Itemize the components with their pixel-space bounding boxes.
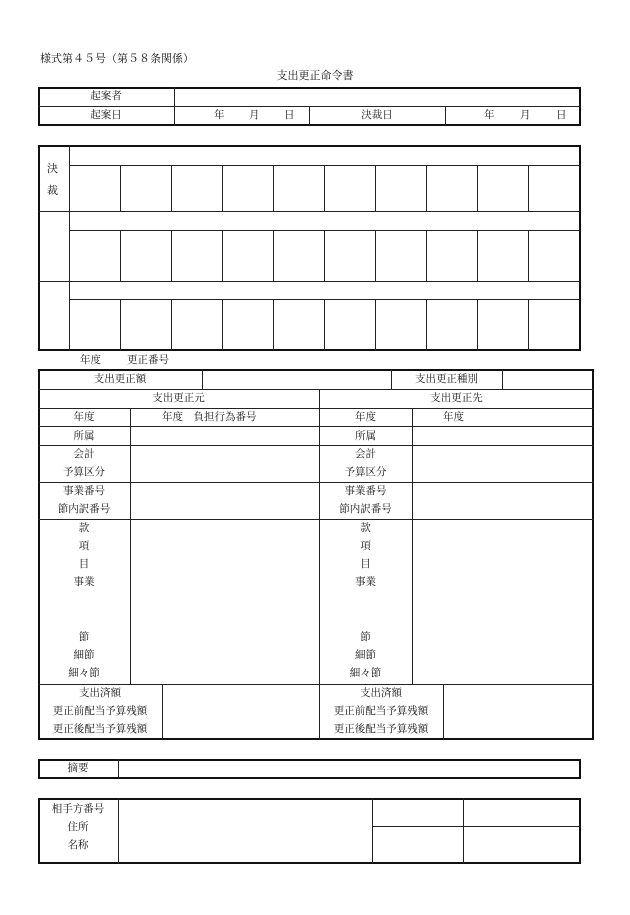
dst-kan-label: 款 (360, 522, 371, 534)
src-project-field[interactable] (132, 484, 317, 518)
dst-affiliation-field[interactable] (414, 428, 592, 444)
src-account-label: 会計 (73, 448, 95, 460)
dest-title: 支出更正先 (430, 392, 483, 404)
src-year-label: 年度 (73, 411, 95, 423)
dst-account-label: 会計 (355, 448, 376, 460)
amount-label: 支出更正額 (93, 373, 147, 385)
amount-field[interactable] (204, 371, 389, 387)
approval-label-2: 裁 (47, 184, 58, 197)
type-field[interactable] (504, 371, 592, 387)
dst-budget-items-field[interactable] (414, 521, 592, 683)
summary-field[interactable] (120, 761, 579, 777)
dst-affiliation-label: 所属 (355, 430, 376, 442)
src-affiliation-field[interactable] (132, 428, 317, 444)
dst-jigyou-label: 事業 (355, 576, 376, 588)
src-saisetsu-label: 細節 (73, 649, 95, 661)
dst-saisaisetsu-label: 細々節 (349, 667, 382, 679)
decision-date-label: 決裁日 (361, 109, 393, 121)
dst-budget-class-label: 予算区分 (344, 466, 387, 478)
src-budget-class-label: 予算区分 (63, 466, 105, 478)
decision-day-unit: 日 (556, 109, 567, 121)
src-moku-label: 目 (78, 558, 90, 570)
summary-label: 摘要 (67, 762, 89, 774)
dst-saisetsu-label: 細節 (355, 649, 376, 661)
form-title: 支出更正命令書 (276, 69, 354, 82)
src-account-field[interactable] (132, 447, 317, 481)
draft-month-unit: 月 (249, 109, 260, 121)
type-label: 支出更正種別 (415, 373, 478, 385)
fiscal-year-label: 年度 (80, 354, 101, 366)
src-paid-label: 支出済額 (79, 687, 121, 699)
src-jigyou-label: 事業 (73, 576, 95, 588)
source-title: 支出更正元 (152, 392, 205, 404)
party-name-label: 名称 (67, 839, 89, 851)
src-affiliation-label: 所属 (73, 430, 95, 442)
form-number: 様式第４５号（第５８条関係） (40, 52, 194, 65)
decision-year-unit: 年 (484, 109, 495, 121)
src-project-no-label: 事業番号 (63, 485, 105, 497)
src-budget-items-field[interactable] (132, 521, 317, 683)
src-kou-label: 項 (78, 540, 90, 552)
src-section-detail-label: 節内訳番号 (57, 503, 111, 515)
draft-day-unit: 日 (284, 109, 295, 121)
src-obligation-label: 年度 負担行為番号 (162, 411, 257, 423)
dst-moku-label: 目 (360, 558, 371, 570)
src-saisaisetsu-label: 細々節 (68, 667, 100, 679)
dst-kou-label: 項 (360, 540, 371, 552)
src-after-balance-label: 更正後配当予算残額 (52, 723, 148, 735)
drafter-field[interactable] (176, 89, 579, 104)
dst-before-balance-label: 更正前配当予算残額 (333, 705, 429, 717)
src-before-balance-label: 更正前配当予算残額 (52, 705, 148, 717)
correction-number-label: 更正番号 (127, 354, 169, 366)
dst-project-field[interactable] (414, 484, 592, 518)
draft-date-label: 起案日 (90, 109, 122, 121)
src-kan-label: 款 (78, 522, 90, 534)
dst-paid-label: 支出済額 (360, 687, 402, 699)
dst-year-label: 年度 (355, 411, 376, 423)
src-setsu-label: 節 (78, 631, 90, 643)
drafter-label: 起案者 (90, 90, 122, 102)
party-address-label: 住所 (67, 821, 89, 833)
draft-year-unit: 年 (214, 109, 225, 121)
dst-after-balance-label: 更正後配当予算残額 (333, 723, 429, 735)
approval-label-1: 決 (47, 162, 58, 175)
party-number-label: 相手方番号 (51, 803, 105, 815)
decision-month-unit: 月 (520, 109, 531, 121)
party-info-field[interactable] (120, 800, 370, 862)
dst-section-detail-label: 節内訳番号 (339, 503, 392, 515)
dst-project-no-label: 事業番号 (344, 485, 387, 497)
dst-setsu-label: 節 (360, 631, 371, 643)
dst-year-unit: 年度 (443, 411, 464, 423)
dst-account-field[interactable] (414, 447, 592, 481)
